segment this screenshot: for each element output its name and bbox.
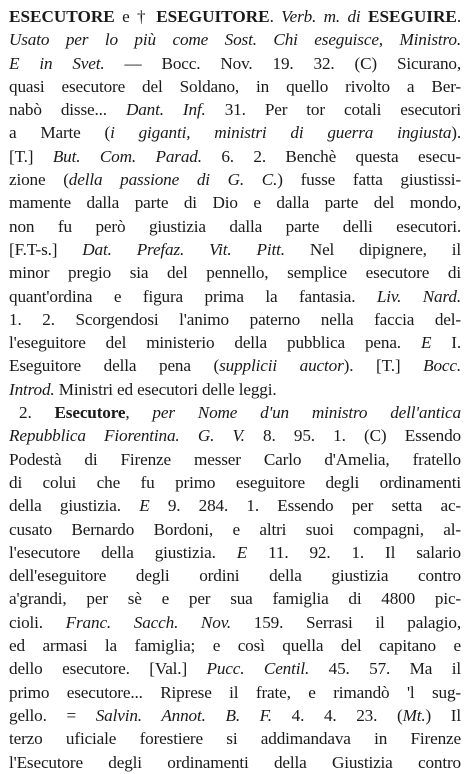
entry-text: 4. 4. 23. ( [271, 705, 403, 725]
entry-text: 11. 92. 1. Il salario [247, 542, 461, 562]
entry-line [9, 285, 461, 308]
citation-text: supplicii auctor [219, 356, 344, 376]
entry-line [9, 238, 461, 261]
entry-text: l'Esecutore degli ordinamenti della Giustizia contro [9, 752, 461, 772]
entry-text: cusato Bernardo Bordoni, e altri suoi compagni, al- [9, 519, 461, 539]
entry-text: l'esecutore della giustizia. [9, 542, 237, 562]
entry-line [9, 28, 461, 51]
citation-text: Liv. Nard. [376, 286, 461, 306]
entry-line [9, 657, 461, 680]
entry-text: Eseguitore della pena ( [9, 356, 220, 376]
entry-text: ) Il [425, 705, 461, 725]
entry-line [9, 518, 461, 541]
entry-line [9, 401, 461, 424]
entry-text: Nel dipignere, il [284, 239, 461, 259]
entry-line [9, 494, 461, 517]
entry-text: — Bocc. Nov. 19. 32. (C) Sicurano, [104, 53, 461, 73]
entry-line [9, 75, 461, 98]
entry-line [9, 331, 461, 354]
entry-text: Ministri ed esecutori delle leggi. [54, 379, 277, 399]
entry-line [9, 424, 461, 447]
entry-line [9, 5, 461, 28]
entry-line [9, 191, 461, 214]
entry-text: [F.T-s.] [9, 239, 83, 259]
entry-text: ) fusse fatta giustissi- [277, 170, 461, 190]
entry-line [9, 354, 461, 377]
entry-text: primo esecutore... Riprese il frate, e rimandò 'l sug- [9, 682, 461, 702]
entry-line [9, 611, 461, 634]
citation-text: Salvin. Annot. B. F. [95, 705, 272, 725]
entry-line [9, 634, 461, 657]
entry-text: 6. 2. Benchè questa esecu- [201, 146, 461, 166]
entry-text: ). [451, 123, 461, 143]
entry-text: a'grandi, per sè e per sua famiglia di 4800 pic- [9, 589, 461, 609]
entry-text: dello esecutore. [Val.] [9, 659, 207, 679]
citation-text: E [420, 333, 432, 353]
entry-text: a Marte ( [9, 123, 111, 143]
citation-text: della passione di G. C. [68, 170, 278, 190]
entry-text: 8. 95. 1. (C) Essendo [244, 426, 461, 446]
citation-text: Introd. [9, 379, 55, 399]
entry-line [9, 471, 461, 494]
entry-text: 31. Per tor cotali esecutori [205, 100, 461, 120]
entry-text: minor pregio sia del pennello, semplice esecutore di [9, 263, 461, 283]
entry-line [9, 98, 461, 121]
entry-text: mamente dalla parte di Dio e dalla parte del mondo, [9, 193, 461, 213]
entry-line [9, 751, 461, 774]
entry-text: e † [114, 7, 157, 26]
entry-text: 9. 284. 1. Essendo per setta ac- [149, 496, 461, 516]
entry-line [9, 541, 461, 564]
entry-text: 1. 2. Scorgendosi l'animo paterno nella faccia del- [9, 309, 461, 329]
entry-line [9, 261, 461, 284]
dictionary-entry [9, 5, 461, 774]
citation-text: Mt. [402, 705, 426, 725]
entry-line [9, 564, 461, 587]
entry-line [9, 145, 461, 168]
citation-text: i giganti, ministri di guerra ingiusta [110, 123, 452, 143]
entry-text: . [269, 7, 282, 26]
citation-text: per Nome d'un ministro dell'antica [152, 403, 461, 423]
citation-text: Franc. Sacch. Nov. [65, 612, 232, 632]
entry-text: [T.] [9, 146, 53, 166]
entry-text: cioli. [9, 612, 66, 632]
entry-text: ). [T.] [343, 356, 424, 376]
entry-text: della giustizia. [9, 496, 140, 516]
entry-line [9, 168, 461, 191]
entry-line [9, 587, 461, 610]
entry-text: di colui che fu primo eseguitore degli ordinamenti [9, 472, 461, 492]
entry-line [9, 215, 461, 238]
entry-line [9, 52, 461, 75]
entry-text: I. [431, 333, 461, 353]
entry-text: ed armasi la famiglia; e così quella del capitano e [9, 636, 461, 656]
entry-text: quant'ordina e figura prima la fantasia. [9, 286, 377, 306]
entry-text: . [456, 7, 461, 26]
headword: ESEGUITORE [156, 7, 270, 26]
headword: ESEGUIRE [367, 7, 457, 26]
citation-text: Dant. Inf. [125, 100, 206, 120]
entry-line [9, 378, 461, 401]
sense-headword: Esecutore [54, 403, 126, 423]
entry-line [9, 681, 461, 704]
entry-line [9, 121, 461, 144]
entry-line [9, 448, 461, 471]
citation-text: Pucc. Centil. [206, 659, 310, 679]
citation-text: But. Com. Parad. [52, 146, 202, 166]
citation-text: E [236, 542, 248, 562]
citation-text: Bocc. [423, 356, 461, 376]
entry-line [9, 727, 461, 750]
headword: ESECUTORE [9, 7, 115, 26]
entry-text: 45. 57. Ma il [309, 659, 461, 679]
citation-text: Repubblica Fiorentina. G. V. [9, 426, 245, 446]
entry-text: nabò disse... [9, 100, 126, 120]
entry-text: terzo uficiale forestiere si addimandava in Firenze [9, 729, 461, 749]
entry-text: 159. Serrasi il palagio, [231, 612, 461, 632]
citation-text: Verb. m. di [281, 7, 368, 26]
entry-text: l'eseguitore del ministerio della pubblica pena. [9, 333, 421, 353]
citation-text: Dat. Prefaz. Vit. Pitt. [82, 239, 285, 259]
entry-text: zione ( [9, 170, 69, 190]
citation-text: E in Svet. [9, 53, 105, 73]
citation-text: Usato per lo più come Sost. Chi eseguisce, Ministro. [9, 30, 461, 50]
entry-line [9, 704, 461, 727]
entry-text: non fu però giustizia dalla parte delli esecutori. [9, 216, 461, 236]
entry-text: Podestà di Firenze messer Carlo d'Amelia, fratello [9, 449, 461, 469]
entry-text: gello. = [9, 705, 96, 725]
entry-text: , [125, 403, 153, 423]
entry-text: dell'eseguitore degli ordini della giustizia contro [9, 566, 461, 586]
entry-text: 2. [19, 403, 55, 423]
citation-text: E [139, 496, 150, 516]
entry-text: quasi esecutore del Soldano, in quello rivolto a Ber- [9, 76, 461, 96]
entry-line [9, 308, 461, 331]
